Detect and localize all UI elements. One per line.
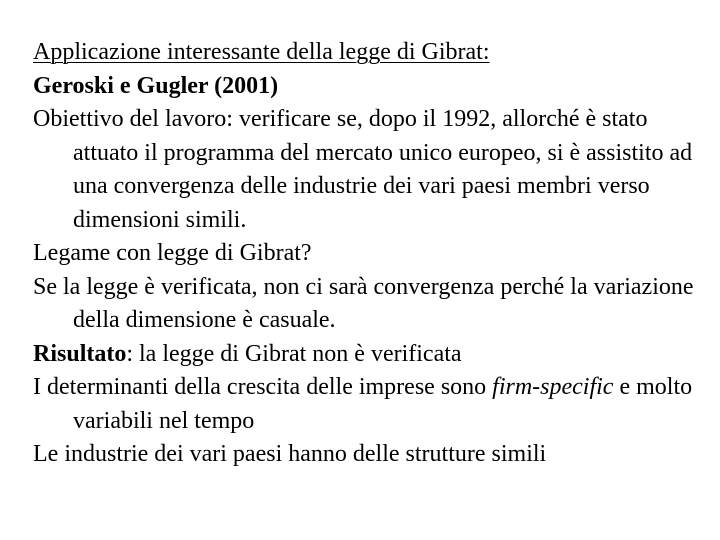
determinants-paragraph — [33, 371, 705, 438]
objective-text: Obiettivo del lavoro: verificare se, dopo il 1992, allorché è stato attuato il programma del mercato unico europeo, si è assistito ad una convergenza delle industrie dei vari paesi membri verso dimensioni simili. — [33, 106, 693, 233]
slide-content — [33, 36, 705, 472]
authors-line — [33, 70, 705, 104]
determinants-prefix: I determinanti della crescita delle imprese sono — [33, 374, 493, 400]
explanation-paragraph — [33, 271, 705, 338]
explanation-text: Se la legge è verificata, non ci sarà convergenza perché la variazione della dimensione è casuale. — [33, 273, 694, 333]
determinants-suffix: e molto variabili nel tempo — [73, 374, 693, 434]
industries-text: Le industrie dei vari paesi hanno delle strutture simili — [33, 441, 547, 467]
question-paragraph — [33, 237, 705, 271]
result-paragraph — [33, 338, 705, 372]
industries-paragraph — [33, 438, 705, 472]
determinants-term: firm-specific — [492, 374, 614, 400]
result-text: : la legge di Gibrat non è verificata — [126, 340, 462, 367]
objective-paragraph — [33, 103, 705, 237]
heading-line — [33, 36, 705, 70]
heading-link[interactable]: Applicazione interessante della legge di Gibrat: — [33, 39, 490, 65]
result-label: Risultato — [33, 340, 127, 367]
heading-authors: Geroski e Gugler (2001) — [33, 72, 279, 99]
question-text: Legame con legge di Gibrat? — [33, 240, 312, 266]
